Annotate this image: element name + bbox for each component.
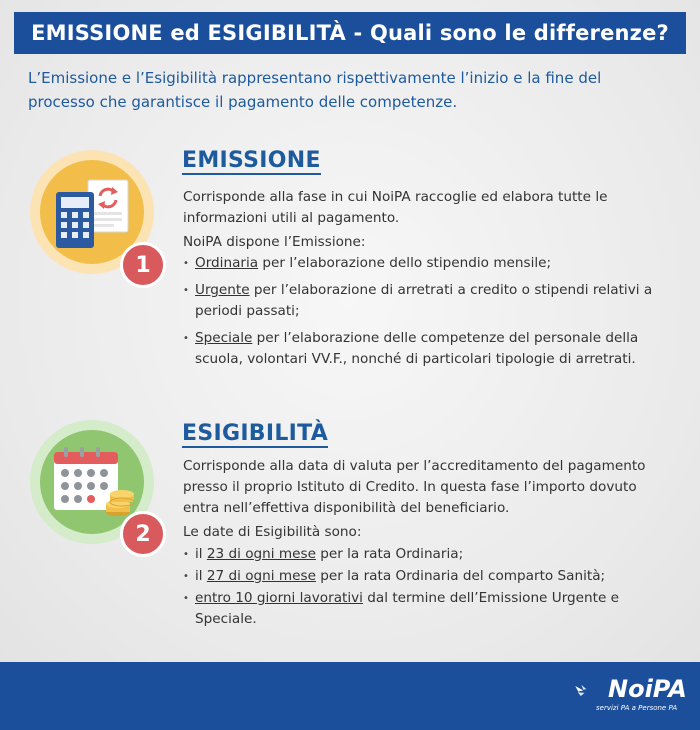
esigibilita-lead: Le date di Esigibilità sono: <box>183 524 362 540</box>
page-title: EMISSIONE ed ESIGIBILITÀ - Quali sono le differenze? <box>14 12 686 54</box>
emissione-description: Corrisponde alla fase in cui NoiPA raccoglie ed elabora tutte le informazioni utili al pagamento. <box>183 189 608 226</box>
emissione-lead: NoiPA dispone l’Emissione: <box>183 234 366 250</box>
esigibilita-list <box>183 544 663 630</box>
emissione-list <box>183 253 663 370</box>
brand-tagline: servizi PA a Persone PA <box>596 704 678 712</box>
section-title-emissione: EMISSIONE <box>182 148 321 173</box>
section-title-esigibilita: ESIGIBILITÀ <box>182 421 329 446</box>
esigibilita-description: Corrisponde alla data di valuta per l’accreditamento del pagamento presso il proprio Istituto di Credito. In questa fase l’importo dovuto entra nell’effettiva disponibilità del beneficiario. <box>183 458 646 516</box>
intro-text: L’Emissione e l’Esigibilità rappresentano rispettivamente l’inizio e la fine del processo che garantisce il pagamento delle competenze. <box>28 69 602 111</box>
list-item: • il 23 di ogni mese per la rata Ordinaria; <box>183 544 663 565</box>
step-badge-2: 2 <box>120 511 166 557</box>
list-item: • Speciale per l’elaborazione delle competenze del personale della scuola, volontari VV.F., nonché di particolari tipologie di arretrati. <box>183 328 663 370</box>
step-badge-1: 1 <box>120 242 166 288</box>
list-item: • Ordinaria per l’elaborazione dello stipendio mensile; <box>183 253 663 274</box>
list-item: • il 27 di ogni mese per la rata Ordinaria del comparto Sanità; <box>183 566 663 587</box>
list-item: • entro 10 giorni lavorativi dal termine dell’Emissione Urgente e Speciale. <box>183 588 663 630</box>
brand-logo-text: NoiPA <box>608 675 687 703</box>
list-item: • Urgente per l’elaborazione di arretrati a credito o stipendi relativi a periodi passati; <box>183 280 663 322</box>
noipa-logo-icon <box>574 676 608 706</box>
